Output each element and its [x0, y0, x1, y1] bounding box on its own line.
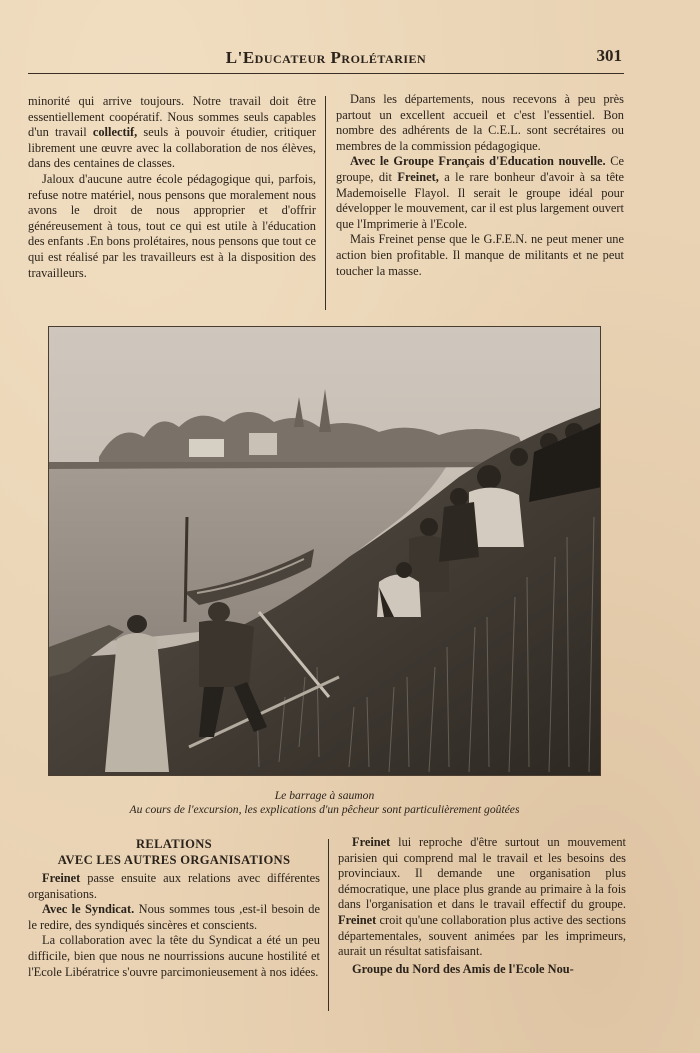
bold-text: Freinet [338, 912, 377, 927]
column-divider [325, 96, 326, 310]
section-title: RELATIONS [136, 837, 212, 851]
paragraph [336, 154, 624, 232]
paragraph [28, 871, 320, 902]
bold-text: collectif, [92, 125, 138, 140]
caption-title: Le barrage à saumon [274, 789, 375, 802]
bold-text: Freinet [352, 835, 391, 849]
bold-text: Avec le Syndicat. [42, 902, 135, 917]
paragraph [28, 94, 316, 172]
bold-text: Avec le Groupe Français d'Education nouvelle. [350, 154, 606, 169]
text: a le rare bonheur d'avoir à sa tête Mademoiselle Flayol. Il serait le groupe idéal pour développer le mouvement, car il est plus largement ouvert que l'Imprimerie à l'Ecole. [336, 169, 625, 231]
text: croit qu'une collaboration plus active des sections départementales, souvent animées par les imprimeurs, aurait un résultat satisfaisant. [338, 912, 626, 959]
caption-text: Au cours de l'excursion, les explications d'un pêcheur sont particulièrement goûtées [129, 803, 520, 816]
text: Ce groupe, dit [336, 154, 624, 184]
column-divider [328, 839, 329, 1011]
paragraph: Dans les départements, nous recevons à peu près partout un excellent accueil et c'est l'essentiel. Bon nombre des adhérents de la C.E.L. sont secrétaires ou membres de la commission pédagogique. [336, 92, 624, 153]
section-subtitle: AVEC LES AUTRES ORGANISATIONS [57, 852, 291, 867]
photo-caption [48, 789, 601, 817]
bold-text: Freinet, [397, 169, 439, 184]
paragraph: Mais Freinet pense que le G.F.E.N. ne peut mener une action bien profitable. Il manque de militants et ne peut toucher la masse. [336, 232, 624, 278]
page-header [28, 44, 624, 74]
bottom-left-column [28, 837, 320, 980]
top-left-column [28, 94, 316, 281]
paragraph: La collaboration avec la tête du Syndicat a été un peu difficile, bien que nous ne nourrissions aucune hostilité et l'Ecole Libératrice s'ouvre parcimonieusement à nos idées. [28, 933, 320, 979]
top-right-column [336, 92, 624, 279]
paragraph [28, 902, 320, 933]
text: passe ensuite aux relations avec différentes organisations. [28, 871, 320, 901]
text: seuls à pouvoir étudier, critiquer librement une œuvre avec la collaboration de nos élèves, dans des centaines de classes. [28, 125, 316, 171]
text: lui reproche d'être surtout un mouvement parisien qui comprend mal le travail et les besoins des provinciaux. Il demande une organisation plus démocratique, une place plus grande au primaire à la fois dans l'organisation et dans le travail effectif du groupe. [338, 835, 626, 912]
text: Nous sommes tous ,est-il besoin de le redire, des syndiqués sincères et conscients. [28, 902, 321, 932]
bold-text: Groupe du Nord des Amis de l'Ecole Nou- [352, 961, 574, 976]
page-number: 301 [596, 46, 622, 65]
paragraph [338, 835, 626, 960]
bottom-right-column [338, 835, 626, 977]
photograph-salmon-weir-icon [49, 327, 601, 776]
photograph [48, 326, 601, 776]
paragraph [338, 962, 626, 978]
running-title: L'Educateur Prolétarien [225, 48, 427, 67]
text: minorité qui arrive toujours. Notre travail doit être essentiellement coopératif. Nous sommes seuls capables d'un travail [28, 94, 316, 140]
bold-text: Freinet [42, 871, 81, 885]
paragraph: Jaloux d'aucune autre école pédagogique qui, parfois, refuse notre matériel, nous pensons que moralement nous avons le droit de nous approprier et d'offrir généreusement à tous, tout ce qui est utile à l'éducation des enfants .En bons prolétaires, nous pensons que tout ce qui est réalisé par les travailleurs est à la disposition des travailleurs. [28, 171, 316, 280]
